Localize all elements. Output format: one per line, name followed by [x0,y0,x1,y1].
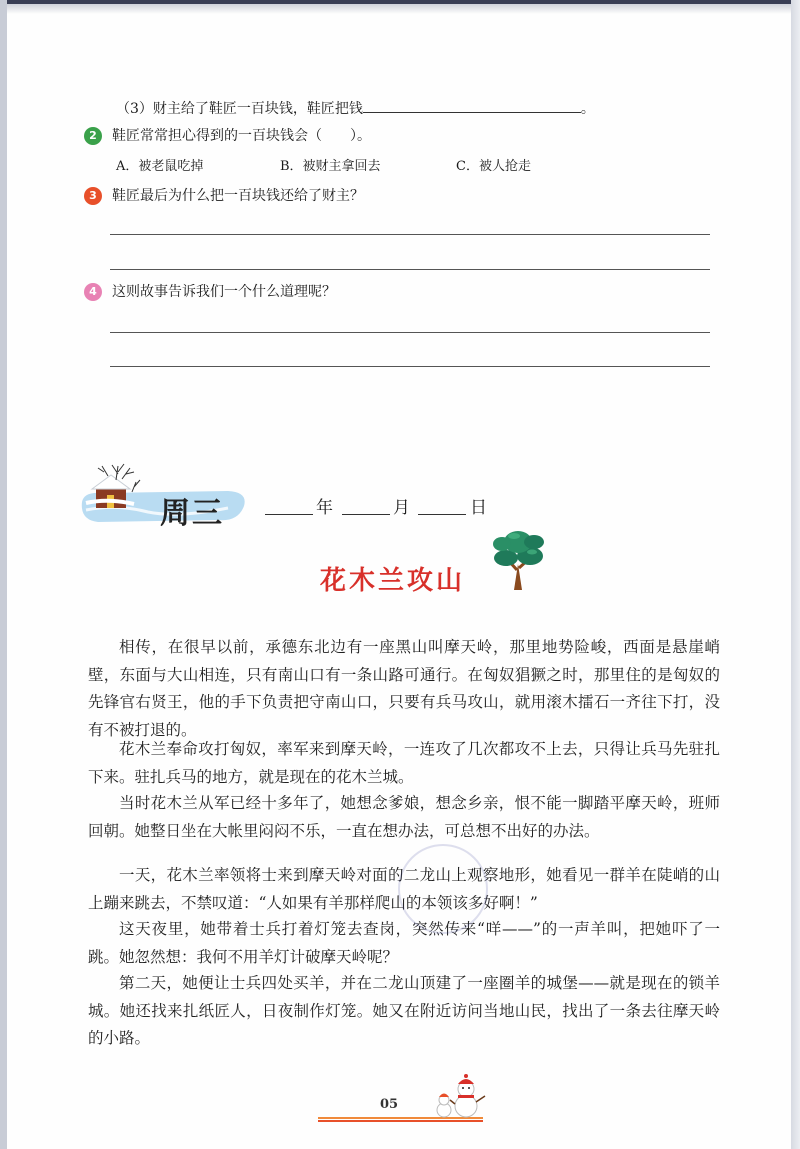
question-2-text: 鞋匠常常担心得到的一百块钱会（ ）。 [112,128,371,144]
question-1-sub-3 [116,99,595,119]
day-blank[interactable] [418,493,466,515]
answer-line[interactable] [110,269,710,270]
story-paragraph-5: 这天夜里，她带着士兵打着灯笼去查岗，突然传来“咩——”的一声羊叫，把她吓了一跳。她忽然想：我何不用羊灯计破摩天岭呢？ [88,920,720,966]
scan-left-edge [0,0,7,1149]
story-paragraph-4: 一天，花木兰率领将士来到摩天岭对面的二龙山上观察地形，她看见一群羊在陡峭的山上蹦来跳去，不禁叹道：“人如果有羊那样爬山的本领该多好啊！” [88,866,720,912]
option-a[interactable]: A．被老鼠吃掉 [116,159,204,174]
question-1-sub-3-end: 。 [580,101,595,117]
tree-icon [488,524,548,592]
month-blank[interactable] [342,493,390,515]
snowman-icon [428,1074,488,1120]
scan-top-shadow [0,4,800,14]
question-3-badge: 3 [84,187,102,205]
answer-blank[interactable] [363,112,581,113]
story-paragraph-6: 第二天，她便让士兵四处买羊，并在二龙山顶建了一座圈羊的城堡——就是现在的锁羊城。她还找来扎纸匠人，日夜制作灯笼。她又在附近访问当地山民，找出了一条去往摩天岭的小路。 [88,974,720,1047]
question-4-text: 这则故事告诉我们一个什么道理呢？ [112,284,336,300]
answer-line[interactable] [110,332,710,333]
scan-right-edge [791,0,800,1149]
question-1-sub-3-text: （3）财主给了鞋匠一百块钱，鞋匠把钱 [116,101,363,117]
story-title: 花木兰攻山 [320,566,466,596]
stamp-watermark [398,844,488,934]
option-c[interactable]: C．被人抢走 [456,159,531,174]
question-2-badge: 2 [84,127,102,145]
day-label: 日 [470,498,487,518]
answer-line[interactable] [110,234,710,235]
month-label: 月 [393,498,410,518]
option-b[interactable]: B．被财主拿回去 [280,159,381,174]
story-paragraph-3: 当时花木兰从军已经十多年了，她想念爹娘，想念乡亲，恨不能一脚踏平摩天岭，班师回朝。她整日坐在大帐里闷闷不乐，一直在想办法，可总想不出好的办法。 [88,794,720,840]
year-blank[interactable] [265,493,313,515]
year-label: 年 [316,498,333,518]
question-4-badge: 4 [84,283,102,301]
story-paragraph-2: 花木兰奉命攻打匈奴，率军来到摩天岭，一连攻了几次都攻不上去，只得让兵马先驻扎下来。驻扎兵马的地方，就是现在的花木兰城。 [88,740,720,786]
page-number: 05 [380,1097,399,1112]
weekday-label: 周三 [160,496,224,531]
question-3-text: 鞋匠最后为什么把一百块钱还给了财主？ [112,188,364,204]
story-paragraph-1: 相传，在很早以前，承德东北边有一座黑山叫摩天岭，那里地势险峻，西面是悬崖峭壁，东面与大山相连，只有南山口有一条山路可通行。在匈奴猖獗之时，那里住的是匈奴的先锋官右贤王，他的手下负责把守南山口，只要有兵马攻山，就用滚木擂石一齐往下打，没有不被打退的。 [88,638,720,739]
answer-line[interactable] [110,366,710,367]
